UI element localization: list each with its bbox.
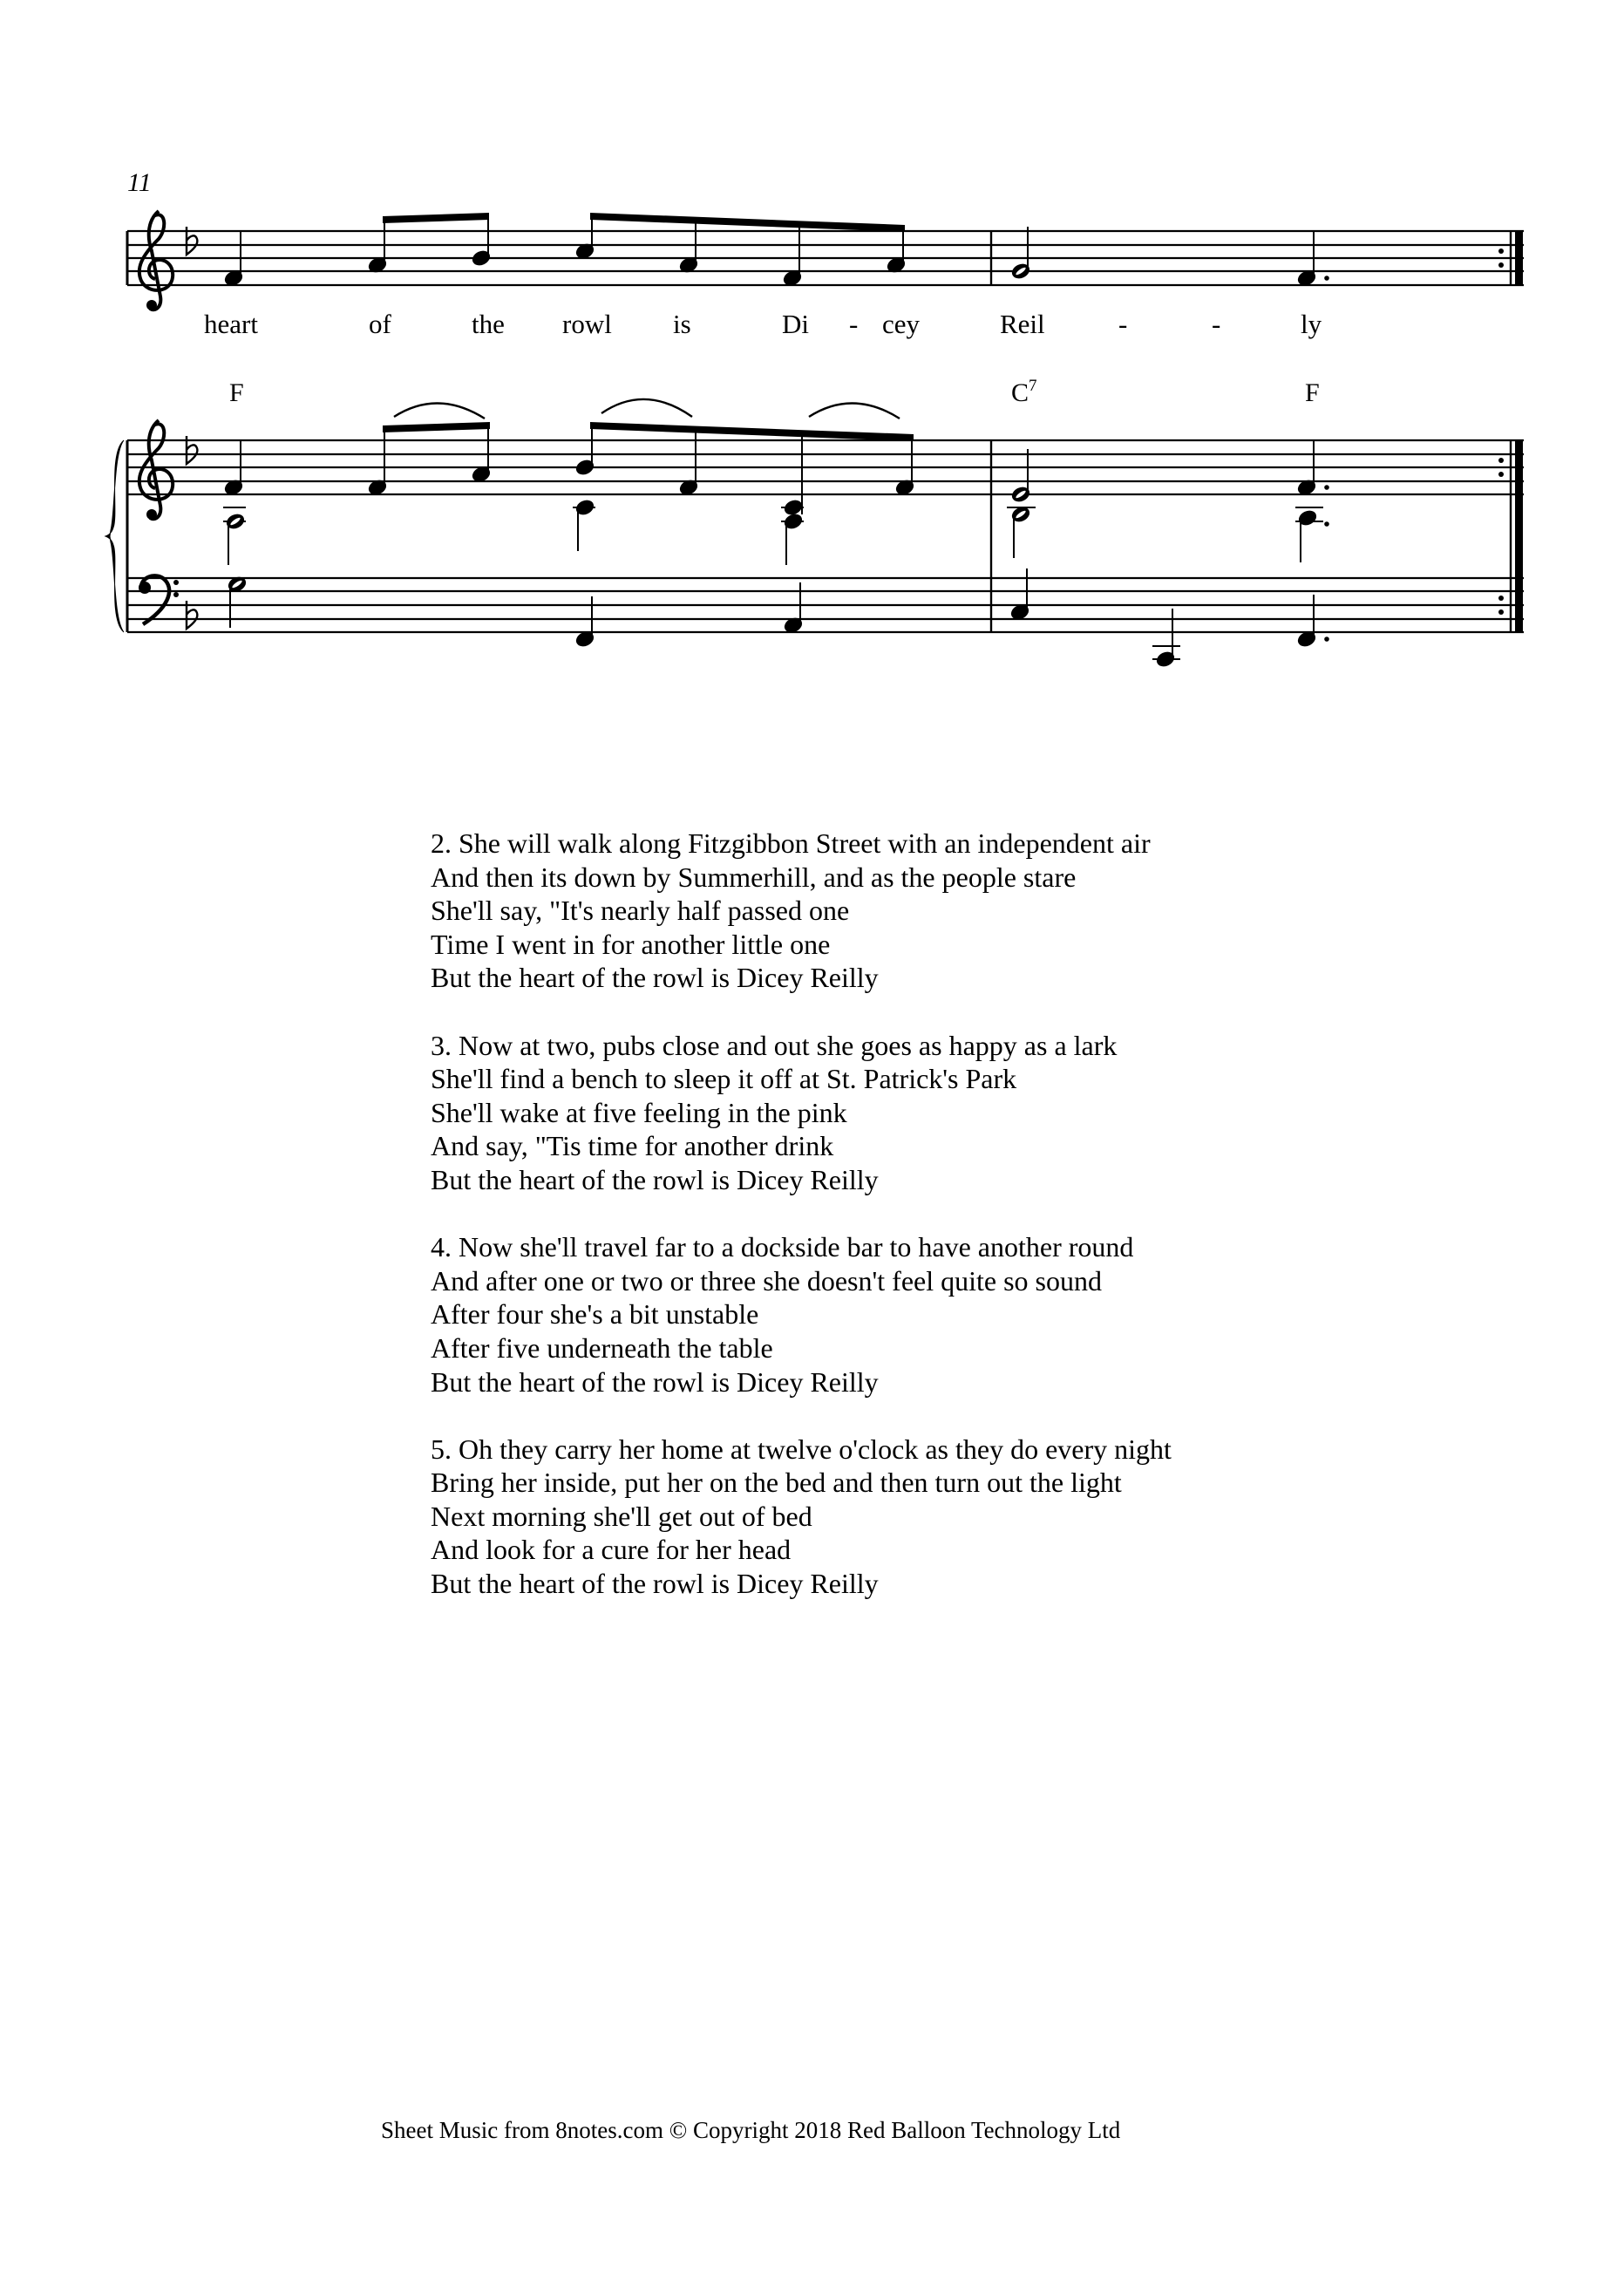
beam (383, 213, 489, 223)
treble-clef-icon (139, 211, 173, 310)
verse-line: And look for a cure for her head (431, 1534, 792, 1566)
chord-symbol: $C^7$ (1011, 377, 1037, 407)
verse-lyrics (431, 827, 1172, 1634)
treble-clef-icon (139, 420, 173, 520)
verse-line: But the heart of the rowl is Dicey Reilly (431, 1163, 879, 1195)
lyric-syllable: Di (782, 309, 809, 339)
verse-line: She'll wake at five feeling in the pink (431, 1096, 847, 1128)
lyric-syllable: the (472, 309, 505, 339)
verse-5 (431, 1433, 1172, 1601)
verse-line: But the heart of the rowl is Dicey Reilly (431, 962, 879, 994)
slur (394, 403, 485, 419)
verse-line: 2. She will walk along Fitzgibbon Street with an independent air (431, 827, 1151, 859)
verse-line: But the heart of the rowl is Dicey Reilly (431, 1568, 879, 1600)
verse-line: Next morning she'll get out of bed (431, 1500, 812, 1532)
verse-4 (431, 1230, 1172, 1399)
lyric-syllable: is (673, 309, 691, 339)
repeat-end-barline (1515, 231, 1523, 285)
verse-line: And then its down by Summerhill, and as the people stare (431, 861, 1077, 893)
slur (809, 403, 900, 419)
lyric-syllable: heart (204, 309, 258, 339)
verse-line: Time I went in for another little one (431, 928, 831, 960)
verse-line: After five underneath the table (431, 1331, 773, 1364)
chord-symbol: F (1305, 378, 1320, 407)
verse-line: Bring her inside, put her on the bed and then turn out the light (431, 1467, 1122, 1499)
bass-clef-icon (139, 575, 179, 624)
verse-2 (431, 827, 1172, 995)
verse-line: And after one or two or three she doesn't feel quite so sound (431, 1264, 1102, 1297)
slur (601, 399, 692, 417)
verse-line: But the heart of the rowl is Dicey Reilly (431, 1365, 879, 1398)
verse-line: 4. Now she'll travel far to a dockside bar to have another round (431, 1231, 1134, 1263)
verse-line: She'll say, "It's nearly half passed one (431, 895, 850, 927)
lyric-hyphen: - (1212, 309, 1221, 339)
chord-symbol: F (229, 378, 244, 407)
beam (590, 213, 905, 232)
score-system (0, 0, 1624, 698)
verse-line: And say, "Tis time for another drink (431, 1130, 834, 1162)
lyric-hyphen: - (849, 309, 859, 339)
lyric-syllable: Reil (1000, 309, 1045, 339)
piano-brace-icon (105, 440, 124, 632)
lyric-syllable: of (369, 309, 391, 339)
verse-3 (431, 1029, 1172, 1197)
lyric-syllable: ly (1301, 309, 1322, 339)
repeat-end-barline (1515, 440, 1523, 632)
lyric-syllable: rowl (562, 309, 612, 339)
verse-line: After four she's a bit unstable (431, 1298, 759, 1331)
lyric-syllable: cey (882, 309, 921, 339)
verse-line: 5. Oh they carry her home at twelve o'clock as they do every night (431, 1433, 1172, 1465)
verse-line: She'll find a bench to sleep it off at St. Patrick's Park (431, 1063, 1017, 1095)
measure-number: 11 (127, 168, 152, 197)
lyric-hyphen: - (1118, 309, 1128, 339)
verse-line: 3. Now at two, pubs close and out she goes as happy as a lark (431, 1029, 1118, 1061)
copyright-footer: Sheet Music from 8notes.com © Copyright 2018 Red Balloon Technology Ltd (381, 2117, 1121, 2143)
